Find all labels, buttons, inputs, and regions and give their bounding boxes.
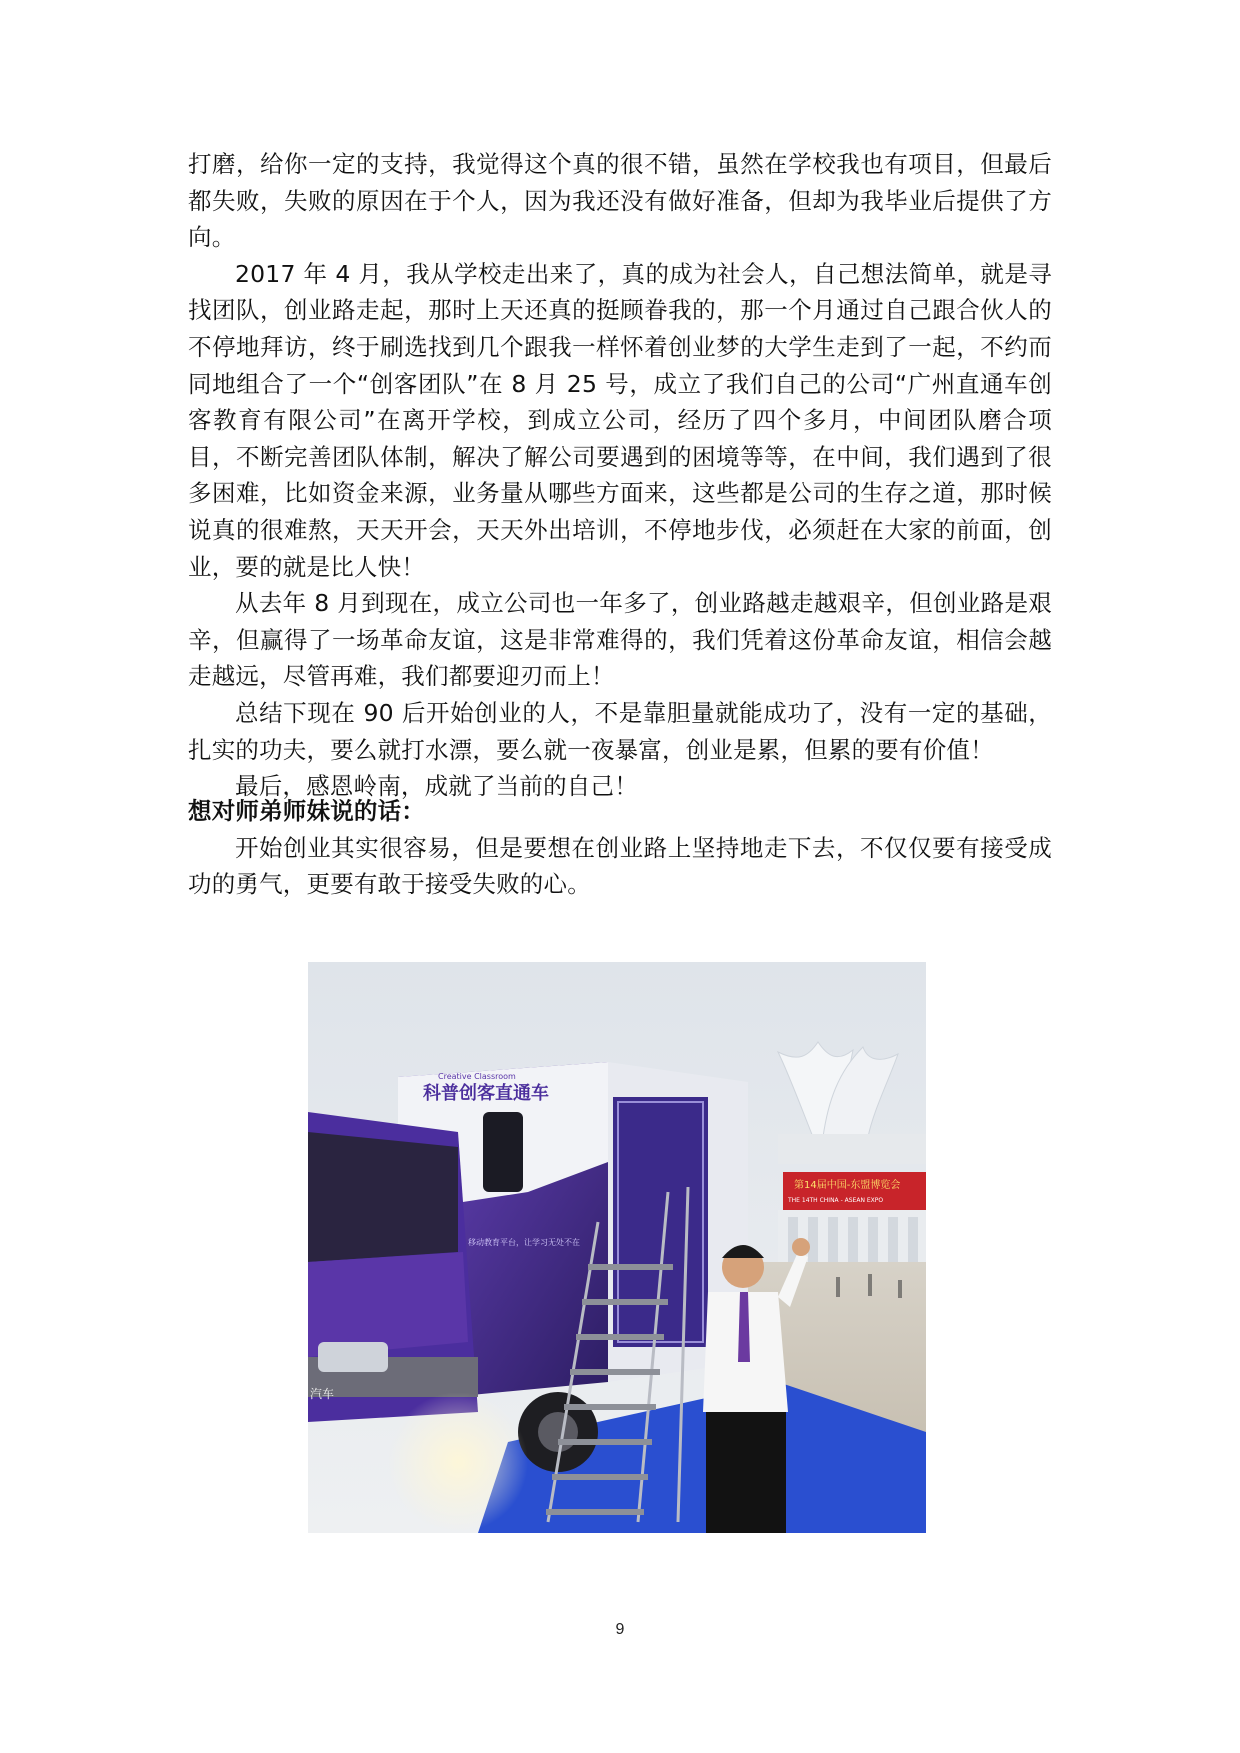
expo-banner: [783, 1172, 926, 1210]
essay-body: [188, 146, 1052, 805]
paragraph-thanks: 最后，感恩岭南，成就了当前的自己！: [235, 772, 638, 801]
paragraph-last-year: 从去年 8 月到现在，成立公司也一年多了，创业路越走越艰辛，但创业路是艰辛，但赢得了一场革命友谊，这是非常难得的，我们凭着这份革命友谊，相信会越走越远，尽管再难，我们都要迎刃而上！: [188, 589, 1052, 691]
expo-banner-en: THE 14TH CHINA - ASEAN EXPO: [788, 1197, 884, 1204]
truck-tag-en: Creative Classroom: [438, 1072, 516, 1081]
truck-brand: 科普创客直通车: [423, 1083, 549, 1104]
lens-flare: [388, 1392, 528, 1532]
bumper-text: 汽车: [310, 1387, 335, 1401]
side-mirror: [483, 1112, 523, 1192]
page-number: 9: [615, 1621, 625, 1638]
truck-door: [613, 1097, 708, 1347]
advice-title: 想对师弟师妹说的话：: [188, 797, 425, 825]
paragraph-summary: 总结下现在 90 后开始创业的人，不是靠胆量就能成功了，没有一定的基础，扎实的功夫，要么就打水漂，要么就一夜暴富，创业是累，但累的要有价值！: [188, 698, 1052, 764]
truck-slogan: 移动教育平台，让学习无处不在: [468, 1238, 580, 1247]
paragraph-2017: 2017 年 4 月，我从学校走出来了，真的成为社会人，自己想法简单，就是寻找团队，创业路走起，那时上天还真的挺顾眷我的，那一个月通过自己跟合伙人的不停地拜访，终于刷选找到几个跟我一样怀着创业梦的大学生走到了一起，不约而同地组合了一个“创客团队”在 8 月 25 号，成立了我们自己的公司“广州直通车创客教育有限公司”在离开学校，到成立公司，经历了四个多月，中间团队磨合项目，不断完善团队体制，解决了解公司要遇到的困境等等，在中间，我们遇到了很多困难，比如资金来源，业务量从哪些方面来，这些都是公司的生存之道，那时候说真的很难熬，天天开会，天天外出培训，不停地步伐，必须赶在大家的前面，创业，要的就是比人快！: [188, 259, 1052, 581]
photo-illustration: [308, 962, 926, 1533]
photo-truck-at-expo: [308, 962, 926, 1533]
headlight: [318, 1342, 388, 1372]
advice-section: [188, 793, 1052, 903]
paragraph-continued: 打磨，给你一定的支持，我觉得这个真的很不错，虽然在学校我也有项目，但最后都失败，失败的原因在于个人，因为我还没有做好准备，但却为我毕业后提供了方向。: [188, 150, 1052, 252]
expo-banner-cn: 第14届中国-东盟博览会: [794, 1180, 901, 1191]
advice-body: 开始创业其实很容易，但是要想在创业路上坚持地走下去，不仅仅要有接受成功的勇气，更要有敢于接受失败的心。: [188, 833, 1052, 899]
